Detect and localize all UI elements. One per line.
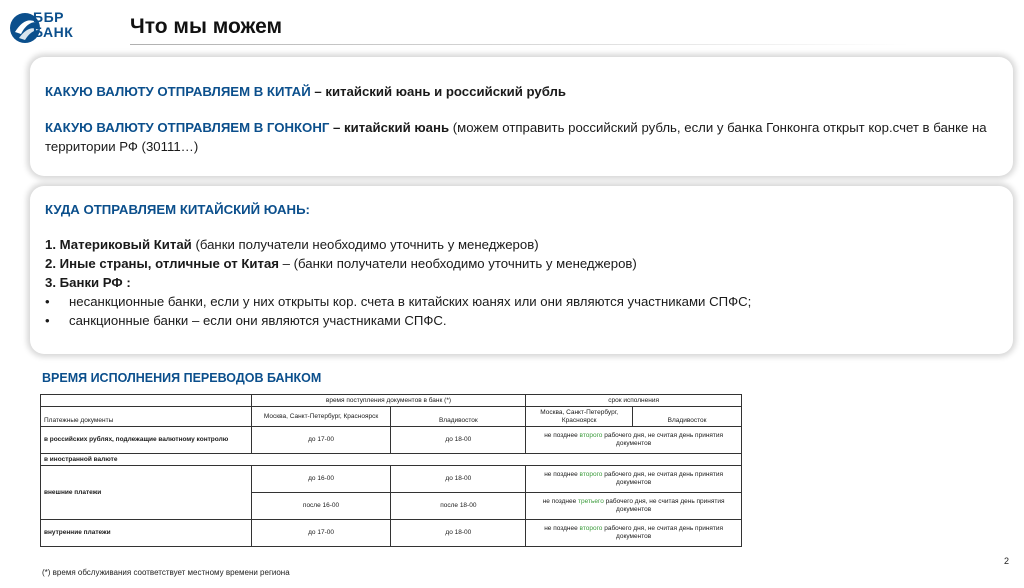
list-item: 1. Материковый Китай (банки получатели необходимо уточнить у менеджеров) [45,237,539,252]
vladivostok-header: Владивосток [391,407,526,427]
logo-line2: БАНК [33,24,74,40]
currency-info-box [30,57,1013,176]
term-moscow-header: Москва, Санкт-Петербург, Красноярск [526,407,633,427]
transfer-time-title: ВРЕМЯ ИСПОЛНЕНИЯ ПЕРЕВОДОВ БАНКОМ [42,371,322,385]
table-row: внутренние платежи до 17-00 до 18-00 не позднее второго рабочего дня, не считая день принятия документов [41,520,742,547]
list-item: 3. Банки РФ : [45,275,131,290]
china-currency-line: КАКУЮ ВАЛЮТУ ОТПРАВЛЯЕМ В КИТАЙ – китайский юань и российский рубль [45,84,567,99]
hongkong-currency-line: КАКУЮ ВАЛЮТУ ОТПРАВЛЯЕМ В ГОНКОНГ – китайский юань (можем отправить российский рубль, если у банка Гонконга открыт кор.счет в банке на территории РФ (30111…) [45,120,987,154]
transfer-time-table [40,394,742,547]
table-header-row [41,395,742,407]
page-title: Что мы можем [130,15,283,38]
bullet-icon: • [45,313,50,328]
footnote: (*) время обслуживания соответствует местному времени региона [42,568,290,577]
moscow-header: Москва, Санкт-Петербург, Красноярск [251,407,391,427]
term-header: срок исполнения [526,395,742,407]
page-number: 2 [1004,556,1010,566]
list-item: • несанкционные банки, если у них открыты кор. счета в китайских юанях или они являются участниками СПФС; [45,294,752,309]
table-header-row [41,407,742,427]
destinations-list [45,235,751,330]
header-divider [130,44,910,45]
table-row: внешние платежи до 16-00 до 18-00 не позднее второго рабочего дня, не считая день принятия документов [41,466,742,493]
term-vladivostok-header: Владивосток [633,407,742,427]
receipt-time-header: время поступления документов в банк (*) [251,395,526,407]
docs-header: Платежные документы [41,407,252,427]
table-row: в российских рублях, подлежащие валютному контролю до 17-00 до 18-00 не позднее второго рабочего дня, не считая день принятия документов [41,427,742,454]
list-item: 2. Иные страны, отличные от Китая – (банки получатели необходимо уточнить у менеджеров) [45,256,637,271]
table-row: в иностранной валюте [41,454,742,466]
list-item: • санкционные банки – если они являются участниками СПФС. [45,313,447,328]
logo-line1: ББР [33,9,64,25]
destinations-box [30,186,1013,354]
bullet-icon: • [45,294,50,309]
table-row: после 16-00 после 18-00 не позднее третьего рабочего дня, не считая день принятия документов [41,493,742,520]
destinations-title: КУДА ОТПРАВЛЯЕМ КИТАЙСКИЙ ЮАНЬ: [45,202,310,217]
